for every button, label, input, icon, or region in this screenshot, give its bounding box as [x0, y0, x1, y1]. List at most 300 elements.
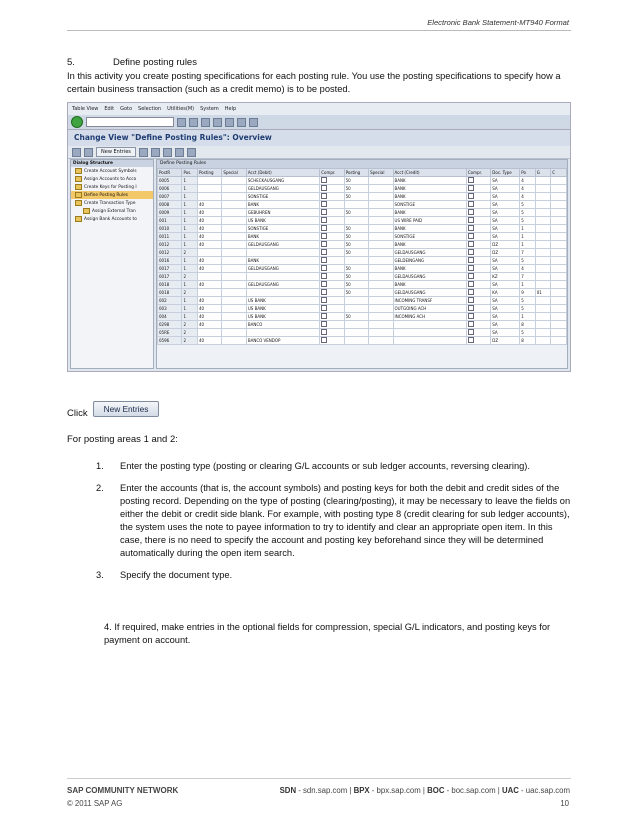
- checkbox-icon[interactable]: [321, 321, 327, 327]
- table-cell: [551, 321, 567, 329]
- compression-checkbox[interactable]: [466, 217, 490, 225]
- compression-checkbox[interactable]: [466, 177, 490, 185]
- table-cell: BANK: [393, 225, 466, 233]
- footer-separator: |: [347, 786, 354, 795]
- table-cell: SA: [491, 329, 520, 337]
- table-cell: [197, 185, 221, 193]
- table-row[interactable]: [158, 241, 567, 249]
- compression-checkbox[interactable]: [466, 273, 490, 281]
- table-cell: OUTGOING ACH: [393, 305, 466, 313]
- checkbox-icon[interactable]: [321, 217, 327, 223]
- compression-checkbox[interactable]: [466, 225, 490, 233]
- checkbox-icon[interactable]: [321, 193, 327, 199]
- table-cell: SONSTIGE: [246, 193, 319, 201]
- tree-header: Dialog Structure: [71, 160, 153, 167]
- checkbox-icon[interactable]: [321, 185, 327, 191]
- table-cell: [369, 177, 393, 185]
- table-cell: [344, 337, 368, 345]
- table-cell: SA: [491, 297, 520, 305]
- tree-item-label: Define Posting Rules: [84, 192, 128, 198]
- checkbox-icon[interactable]: [468, 313, 474, 319]
- compression-checkbox[interactable]: [320, 233, 344, 241]
- table-cell: 0298: [158, 321, 182, 329]
- checkbox-icon[interactable]: [468, 321, 474, 327]
- checkbox-icon[interactable]: [321, 297, 327, 303]
- table-cell: [551, 177, 567, 185]
- table-cell: 1: [182, 225, 198, 233]
- table-row[interactable]: [158, 209, 567, 217]
- checkbox-icon[interactable]: [321, 281, 327, 287]
- table-cell: GELDAUSGANG: [393, 249, 466, 257]
- checkbox-icon[interactable]: [468, 329, 474, 335]
- table-row[interactable]: [158, 329, 567, 337]
- column-header: Posting: [344, 169, 368, 177]
- table-cell: SA: [491, 217, 520, 225]
- table-cell: SA: [491, 209, 520, 217]
- compression-checkbox[interactable]: [320, 217, 344, 225]
- section-heading: [67, 57, 197, 68]
- help-icon[interactable]: [249, 118, 258, 127]
- compression-checkbox[interactable]: [320, 289, 344, 297]
- table-cell: [369, 257, 393, 265]
- compression-checkbox[interactable]: [466, 337, 490, 345]
- checkbox-icon[interactable]: [468, 209, 474, 215]
- checkbox-icon[interactable]: [321, 329, 327, 335]
- table-cell: [369, 201, 393, 209]
- new-entries-button[interactable]: New Entries: [93, 401, 159, 417]
- table-cell: 0016: [158, 257, 182, 265]
- table-cell: KZ: [491, 273, 520, 281]
- table-cell: 1: [182, 265, 198, 273]
- checkbox-icon[interactable]: [468, 177, 474, 183]
- table-cell: 40: [197, 305, 221, 313]
- compression-checkbox[interactable]: [320, 329, 344, 337]
- table-cell: [222, 217, 246, 225]
- checkbox-icon[interactable]: [468, 265, 474, 271]
- compression-checkbox[interactable]: [466, 249, 490, 257]
- checkbox-icon[interactable]: [321, 201, 327, 207]
- table-cell: [535, 233, 551, 241]
- table-cell: [222, 225, 246, 233]
- footer-link[interactable]: - sdn.sap.com: [296, 786, 348, 795]
- table-cell: [369, 225, 393, 233]
- table-row[interactable]: [158, 177, 567, 185]
- compression-checkbox[interactable]: [466, 329, 490, 337]
- table-row[interactable]: [158, 233, 567, 241]
- table-cell: SA: [491, 313, 520, 321]
- menu-item[interactable]: Goto: [120, 106, 133, 112]
- footer-link-label: SDN: [279, 786, 297, 795]
- footer-links: [280, 786, 570, 795]
- table-cell: 50: [344, 225, 368, 233]
- table-cell: [222, 265, 246, 273]
- table-row[interactable]: [158, 265, 567, 273]
- table-cell: 5: [520, 217, 536, 225]
- compression-checkbox[interactable]: [320, 273, 344, 281]
- table-cell: 003: [158, 305, 182, 313]
- table-row[interactable]: [158, 185, 567, 193]
- find-icon[interactable]: [237, 118, 246, 127]
- table-row[interactable]: [158, 249, 567, 257]
- column-header: Acct (Credit): [393, 169, 466, 177]
- footer-link[interactable]: - bpx.sap.com: [369, 786, 421, 795]
- table-row[interactable]: [158, 305, 567, 313]
- compression-checkbox[interactable]: [320, 281, 344, 289]
- table-row[interactable]: [158, 321, 567, 329]
- compression-checkbox[interactable]: [466, 289, 490, 297]
- table-row[interactable]: [158, 313, 567, 321]
- table-cell: 1: [520, 225, 536, 233]
- table-cell: [535, 201, 551, 209]
- compression-checkbox[interactable]: [320, 185, 344, 193]
- other-view-icon[interactable]: [84, 148, 93, 157]
- menu-item[interactable]: Table View: [72, 106, 99, 112]
- undo-icon[interactable]: [163, 148, 172, 157]
- checkbox-icon[interactable]: [321, 273, 327, 279]
- click-instruction: Click: [67, 408, 88, 419]
- checkbox-icon[interactable]: [321, 233, 327, 239]
- compression-checkbox[interactable]: [320, 321, 344, 329]
- table-cell: 40: [197, 313, 221, 321]
- table-cell: 50: [344, 281, 368, 289]
- checkbox-icon[interactable]: [468, 257, 474, 263]
- menu-item[interactable]: Help: [224, 106, 237, 112]
- cancel-icon[interactable]: [213, 118, 222, 127]
- table-row[interactable]: [158, 217, 567, 225]
- checkbox-icon[interactable]: [468, 289, 474, 295]
- display-change-icon[interactable]: [72, 148, 81, 157]
- table-cell: 8: [520, 337, 536, 345]
- table-row[interactable]: [158, 273, 567, 281]
- table-cell: 40: [197, 337, 221, 345]
- table-cell: GELDAUSGANG: [393, 273, 466, 281]
- checkbox-icon[interactable]: [321, 305, 327, 311]
- tree-item[interactable]: [71, 175, 153, 183]
- table-cell: [344, 201, 368, 209]
- document-header-title: Electronic Bank Statement-MT940 Format: [427, 18, 569, 27]
- table-cell: 2: [182, 329, 198, 337]
- table-cell: 2: [182, 249, 198, 257]
- table-cell: [393, 337, 466, 345]
- table-cell: 004: [158, 313, 182, 321]
- table-row[interactable]: [158, 201, 567, 209]
- table-cell: [197, 273, 221, 281]
- compression-checkbox[interactable]: [466, 193, 490, 201]
- table-cell: [535, 185, 551, 193]
- back-icon[interactable]: [189, 118, 198, 127]
- table-cell: [222, 321, 246, 329]
- checkbox-icon[interactable]: [321, 177, 327, 183]
- table-cell: GELDEINGANG: [393, 257, 466, 265]
- footer-link-label: BOC: [427, 786, 445, 795]
- table-cell: DZ: [491, 249, 520, 257]
- header-divider: [67, 30, 571, 31]
- checkbox-icon[interactable]: [321, 337, 327, 343]
- checkbox-icon[interactable]: [468, 305, 474, 311]
- table-cell: [246, 249, 319, 257]
- table-cell: 1: [182, 257, 198, 265]
- tree-item[interactable]: [71, 215, 153, 223]
- table-cell: 40: [197, 321, 221, 329]
- table-cell: US BANK: [246, 305, 319, 313]
- compression-checkbox[interactable]: [320, 201, 344, 209]
- table-cell: [551, 217, 567, 225]
- table-cell: [551, 225, 567, 233]
- column-header: Po: [520, 169, 536, 177]
- table-row[interactable]: [158, 193, 567, 201]
- checkbox-icon[interactable]: [468, 241, 474, 247]
- compression-checkbox[interactable]: [320, 249, 344, 257]
- table-row[interactable]: [158, 281, 567, 289]
- exit-icon[interactable]: [201, 118, 210, 127]
- compression-checkbox[interactable]: [466, 297, 490, 305]
- table-cell: SONSTIGE: [393, 201, 466, 209]
- checkbox-icon[interactable]: [321, 209, 327, 215]
- step-4-text: 4. If required, make entries in the optional fields for compression, special G/L indicators, and posting keys for payment on account.: [104, 622, 551, 645]
- table-cell: [551, 233, 567, 241]
- column-header: Posting: [197, 169, 221, 177]
- table-cell: 7: [520, 273, 536, 281]
- tree-item-label: Assign External Tran: [92, 208, 136, 214]
- compression-checkbox[interactable]: [320, 265, 344, 273]
- section-number: 5.: [67, 57, 75, 68]
- checkbox-icon[interactable]: [321, 249, 327, 255]
- compression-checkbox[interactable]: [466, 233, 490, 241]
- footer-link[interactable]: - boc.sap.com: [444, 786, 496, 795]
- compression-checkbox[interactable]: [466, 241, 490, 249]
- table-cell: [535, 217, 551, 225]
- compression-checkbox[interactable]: [320, 225, 344, 233]
- table-cell: [535, 193, 551, 201]
- new-entries-toolbar-button[interactable]: New Entries: [96, 147, 136, 157]
- table-cell: [551, 289, 567, 297]
- table-cell: US BANK: [246, 313, 319, 321]
- select-all-icon[interactable]: [175, 148, 184, 157]
- checkbox-icon[interactable]: [321, 225, 327, 231]
- footer-separator: |: [420, 786, 428, 795]
- table-cell: 002: [158, 297, 182, 305]
- deselect-icon[interactable]: [187, 148, 196, 157]
- table-cell: US BANK: [246, 217, 319, 225]
- table-cell: [222, 209, 246, 217]
- checkbox-icon[interactable]: [321, 257, 327, 263]
- footer-link-label: UAC: [501, 786, 519, 795]
- table-cell: [197, 193, 221, 201]
- table-cell: SA: [491, 193, 520, 201]
- table-cell: [246, 329, 319, 337]
- table-cell: [197, 329, 221, 337]
- table-cell: [222, 241, 246, 249]
- sap-command-bar: [68, 115, 570, 130]
- compression-checkbox[interactable]: [320, 297, 344, 305]
- checkbox-icon[interactable]: [468, 273, 474, 279]
- checkbox-icon[interactable]: [321, 265, 327, 271]
- compression-checkbox[interactable]: [466, 281, 490, 289]
- table-cell: BANK: [393, 177, 466, 185]
- footer-link[interactable]: - uac.sap.com: [518, 786, 570, 795]
- table-cell: SA: [491, 225, 520, 233]
- table-cell: [535, 265, 551, 273]
- table-cell: INCOMING TRANSF: [393, 297, 466, 305]
- table-cell: [535, 273, 551, 281]
- compression-checkbox[interactable]: [466, 321, 490, 329]
- checkbox-icon[interactable]: [468, 297, 474, 303]
- table-cell: 40: [197, 257, 221, 265]
- table-cell: 50: [344, 193, 368, 201]
- compression-checkbox[interactable]: [320, 313, 344, 321]
- checkbox-icon[interactable]: [321, 241, 327, 247]
- tree-item-label: Create Keys for Posting I: [84, 184, 137, 190]
- table-cell: [369, 185, 393, 193]
- table-cell: DZ: [491, 241, 520, 249]
- compression-checkbox[interactable]: [320, 241, 344, 249]
- table-cell: [222, 273, 246, 281]
- column-header: Special: [369, 169, 393, 177]
- table-cell: [222, 281, 246, 289]
- table-cell: [222, 257, 246, 265]
- checkbox-icon[interactable]: [468, 281, 474, 287]
- folder-icon: [75, 216, 82, 222]
- checkbox-icon[interactable]: [468, 185, 474, 191]
- folder-icon: [75, 200, 82, 206]
- table-cell: 50: [344, 249, 368, 257]
- checkbox-icon[interactable]: [468, 337, 474, 343]
- save-icon[interactable]: [177, 118, 186, 127]
- compression-checkbox[interactable]: [466, 185, 490, 193]
- sap-menu-bar: [68, 103, 570, 115]
- tree-item[interactable]: [71, 183, 153, 191]
- table-cell: GELDAUSGANG: [246, 265, 319, 273]
- sap-application-toolbar: [68, 146, 570, 159]
- tree-item[interactable]: [71, 199, 153, 207]
- table-cell: SONSTIGE: [393, 233, 466, 241]
- table-row[interactable]: [158, 337, 567, 345]
- table-cell: [197, 177, 221, 185]
- table-cell: 50: [344, 233, 368, 241]
- checkbox-icon[interactable]: [468, 249, 474, 255]
- table-cell: 0011: [158, 233, 182, 241]
- footer-separator: |: [495, 786, 502, 795]
- table-cell: [246, 289, 319, 297]
- compression-checkbox[interactable]: [466, 313, 490, 321]
- table-cell: 40: [197, 265, 221, 273]
- compression-checkbox[interactable]: [466, 265, 490, 273]
- compression-checkbox[interactable]: [320, 305, 344, 313]
- table-row[interactable]: [158, 289, 567, 297]
- tree-item[interactable]: [71, 167, 153, 175]
- table-cell: 1: [182, 193, 198, 201]
- checkbox-icon[interactable]: [321, 313, 327, 319]
- table-row[interactable]: [158, 225, 567, 233]
- table-cell: 4: [520, 265, 536, 273]
- menu-item[interactable]: Edit: [104, 106, 115, 112]
- table-cell: [551, 337, 567, 345]
- table-cell: 1: [520, 281, 536, 289]
- tree-item-label: Assign Bank Accounts to: [84, 216, 137, 222]
- table-cell: 2: [182, 337, 198, 345]
- compression-checkbox[interactable]: [320, 337, 344, 345]
- column-header: G: [535, 169, 551, 177]
- table-cell: [369, 249, 393, 257]
- enter-icon[interactable]: [71, 116, 83, 128]
- table-cell: BANK: [393, 241, 466, 249]
- table-cell: 50: [344, 185, 368, 193]
- table-cell: [369, 281, 393, 289]
- table-cell: 1: [520, 313, 536, 321]
- tree-item[interactable]: [71, 207, 153, 215]
- compression-checkbox[interactable]: [466, 209, 490, 217]
- folder-icon: [75, 176, 82, 182]
- compression-checkbox[interactable]: [320, 257, 344, 265]
- menu-item[interactable]: Selection: [138, 106, 162, 112]
- table-cell: [369, 209, 393, 217]
- table-cell: 50: [344, 273, 368, 281]
- section-title: Define posting rules: [113, 57, 197, 68]
- menu-item[interactable]: Utilities(M): [167, 106, 195, 112]
- table-cell: 5: [520, 297, 536, 305]
- table-row[interactable]: [158, 257, 567, 265]
- compression-checkbox[interactable]: [466, 305, 490, 313]
- table-cell: 0007: [158, 193, 182, 201]
- compression-checkbox[interactable]: [466, 257, 490, 265]
- table-cell: 1: [182, 313, 198, 321]
- compression-checkbox[interactable]: [320, 209, 344, 217]
- table-cell: BANK: [393, 193, 466, 201]
- table-cell: SA: [491, 265, 520, 273]
- table-cell: [222, 313, 246, 321]
- table-cell: 50: [344, 289, 368, 297]
- checkbox-icon[interactable]: [321, 289, 327, 295]
- folder-icon: [75, 192, 82, 198]
- checkbox-icon[interactable]: [468, 217, 474, 223]
- table-cell: [369, 217, 393, 225]
- table-cell: [344, 321, 368, 329]
- compression-checkbox[interactable]: [320, 177, 344, 185]
- compression-checkbox[interactable]: [320, 193, 344, 201]
- print-icon[interactable]: [225, 118, 234, 127]
- table-cell: BANK: [246, 201, 319, 209]
- tree-item[interactable]: [71, 191, 153, 199]
- table-cell: 0005: [158, 177, 182, 185]
- column-header: Compr.: [466, 169, 490, 177]
- table-cell: 1: [182, 185, 198, 193]
- table-row[interactable]: [158, 297, 567, 305]
- copy-icon[interactable]: [139, 148, 148, 157]
- table-cell: BANK: [246, 257, 319, 265]
- table-cell: 5: [520, 209, 536, 217]
- table-cell: 01: [535, 289, 551, 297]
- column-header: Pos.: [182, 169, 198, 177]
- checkbox-icon[interactable]: [468, 233, 474, 239]
- table-cell: [369, 337, 393, 345]
- checkbox-icon[interactable]: [468, 225, 474, 231]
- table-cell: SA: [491, 185, 520, 193]
- command-field[interactable]: [86, 117, 174, 127]
- footer-network: SAP COMMUNITY NETWORK: [67, 786, 179, 795]
- table-cell: [551, 273, 567, 281]
- checkbox-icon[interactable]: [468, 201, 474, 207]
- table-cell: [222, 337, 246, 345]
- table-cell: [551, 305, 567, 313]
- delete-icon[interactable]: [151, 148, 160, 157]
- compression-checkbox[interactable]: [466, 201, 490, 209]
- menu-item[interactable]: System: [200, 106, 219, 112]
- checkbox-icon[interactable]: [468, 193, 474, 199]
- table-cell: BANCO VENDOP: [246, 337, 319, 345]
- footer-link-label: BPX: [353, 786, 370, 795]
- table-cell: BANCO: [246, 321, 319, 329]
- table-cell: 1: [520, 233, 536, 241]
